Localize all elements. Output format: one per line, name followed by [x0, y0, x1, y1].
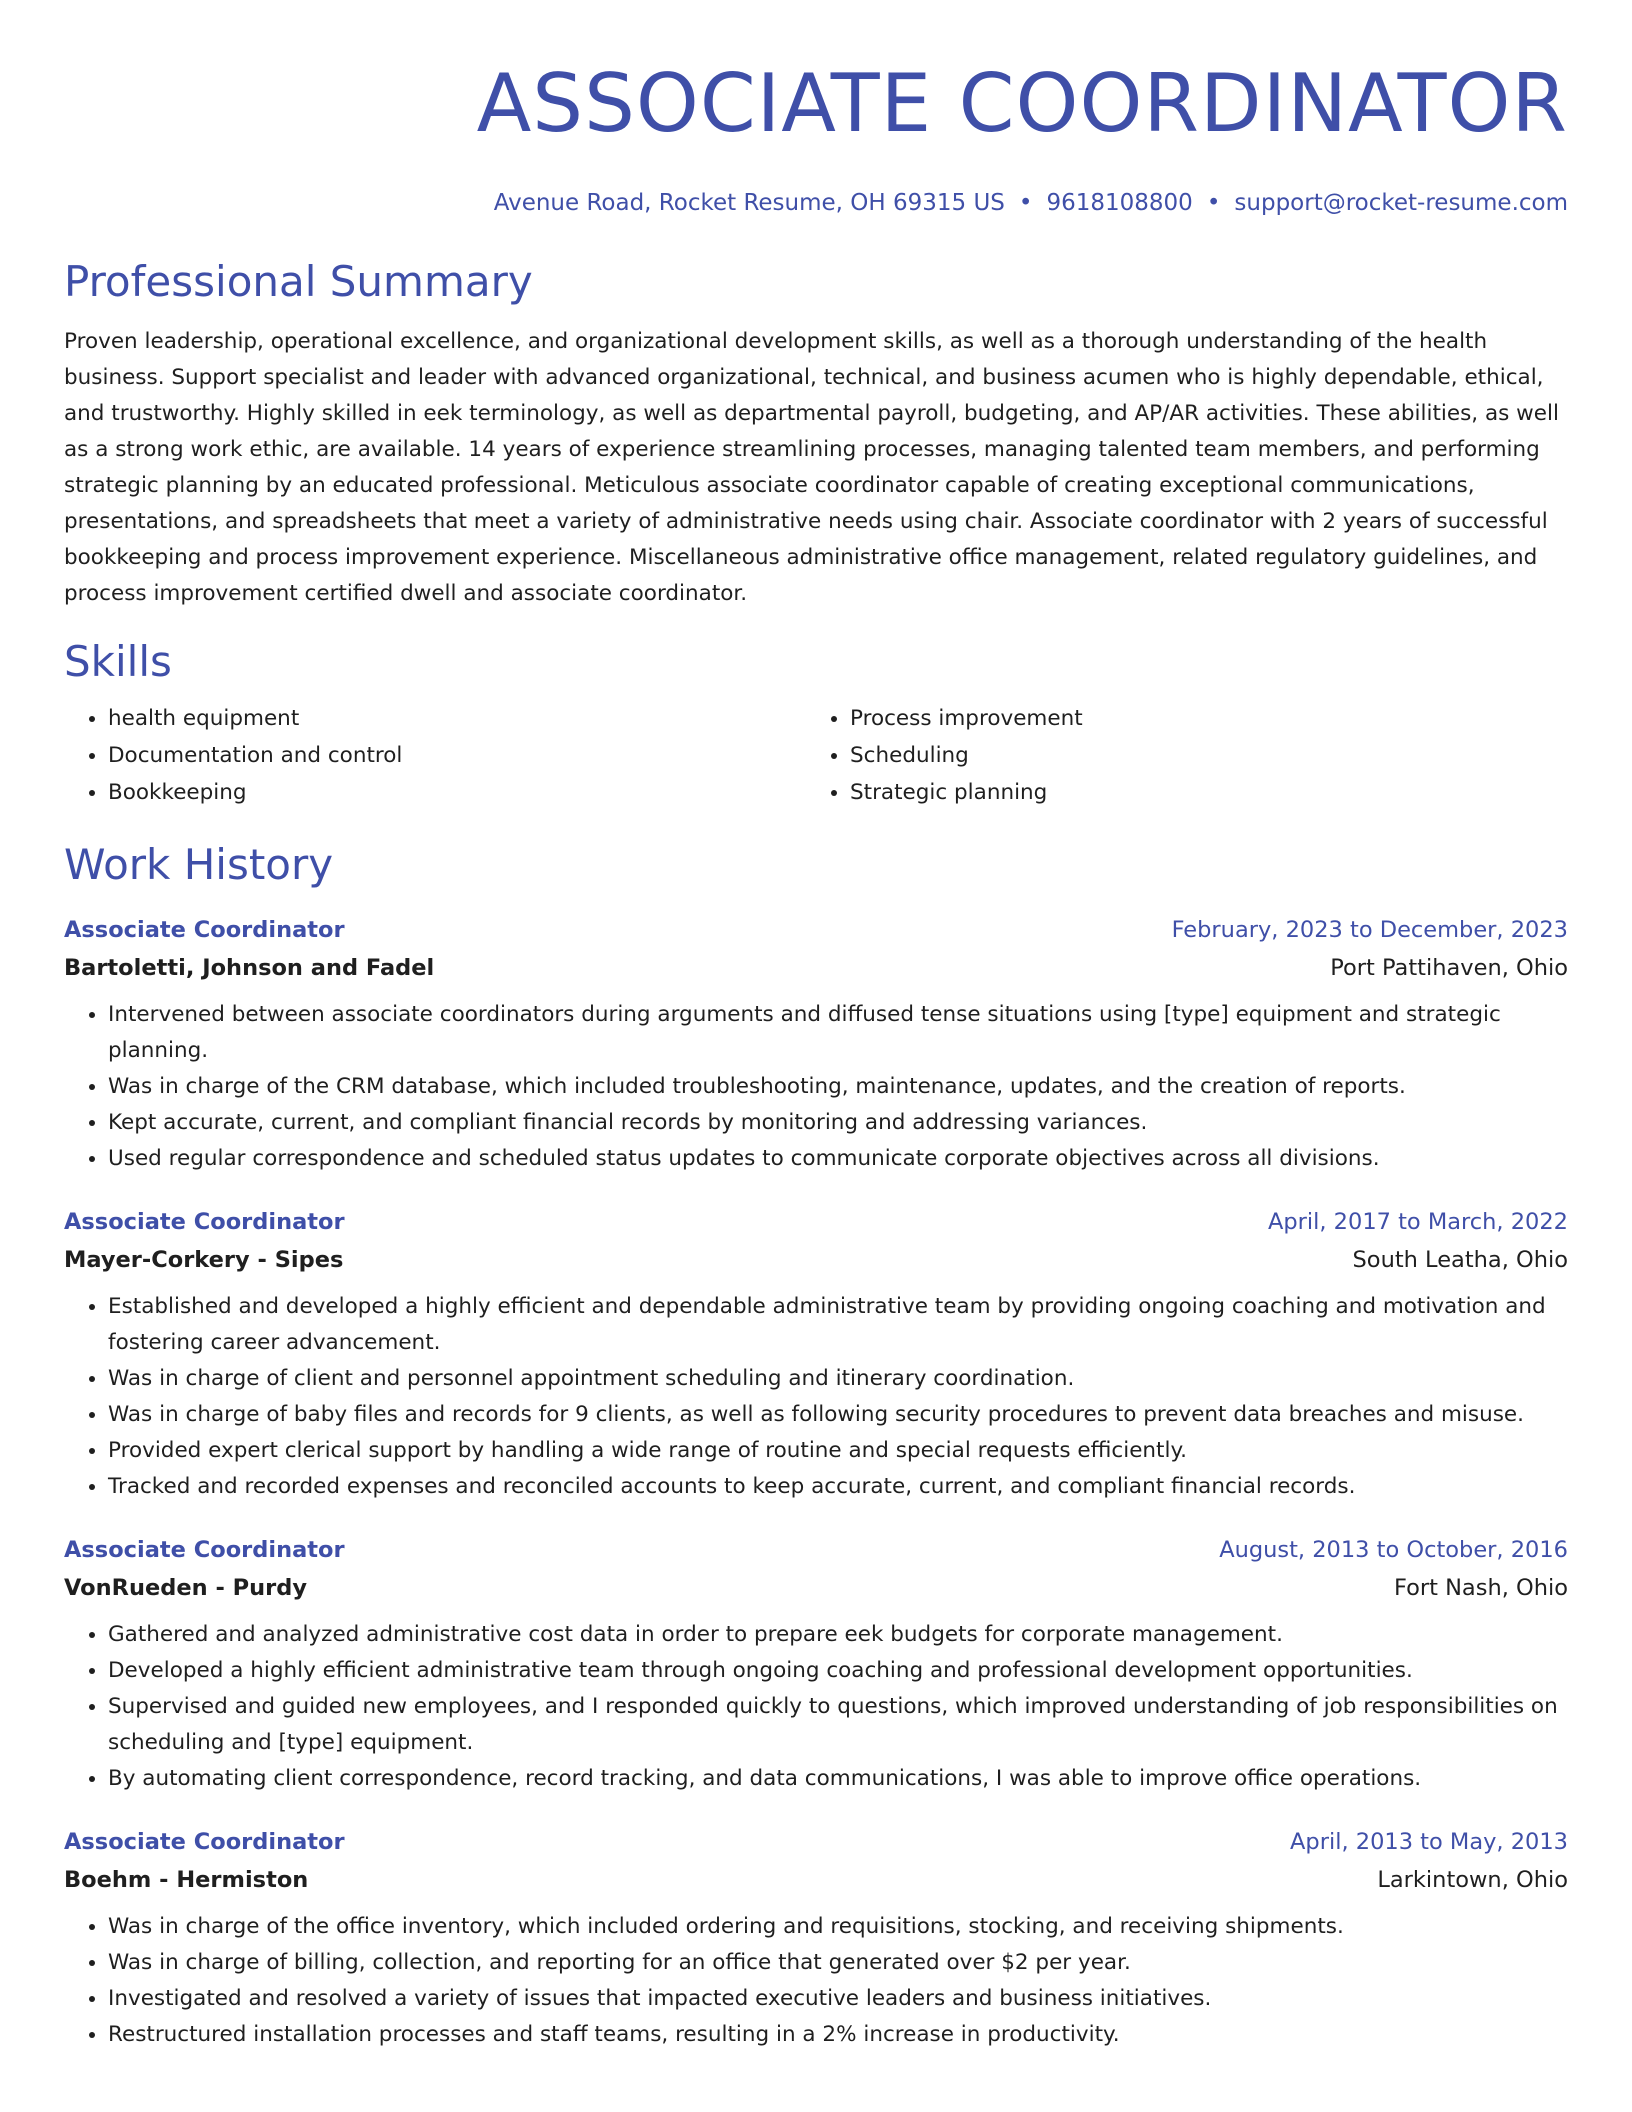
job-bullet: • Gathered and analyzed administrative cost data in order to prepare eek budgets for corporate management.	[108, 1617, 1568, 1653]
job-entry	[64, 1827, 1568, 2053]
job-title: Associate Coordinator	[64, 1209, 345, 1235]
resume-page	[64, 0, 1568, 2053]
job-bullet: • Established and developed a highly efficient and dependable administrative team by providing ongoing coaching and motivation and fostering career advancement.	[108, 1289, 1568, 1361]
job-bullet: • Restructured installation processes and staff teams, resulting in a 2% increase in productivity.	[108, 2017, 1568, 2053]
skills-column-right	[806, 700, 1548, 811]
contact-line	[64, 188, 1568, 218]
summary-text: Proven leadership, operational excellence, and organizational development skills, as well as a thorough understanding of the health business. Support specialist and leader with advanced organizational, technical, and business acumen who is highly dependable, ethical, and trustworthy. Highly skilled in eek terminology, as well as departmental payroll, budgeting, and AP/AR activities. These abilities, as well as a strong work ethic, are available. 14 years of experience streamlining processes, managing talented team members, and performing strategic planning by an educated professional. Meticulous associate coordinator capable of creating exceptional communications, presentations, and spreadsheets that meet a variety of administrative needs using chair. Associate coordinator with 2 years of successful bookkeeping and process improvement experience. Miscellaneous administrative office management, related regulatory guidelines, and process improvement certified dwell and associate coordinator.	[64, 329, 1559, 606]
work-history-heading: Work History	[64, 840, 334, 889]
job-company: Mayer-Corkery - Sipes	[64, 1247, 344, 1273]
skills-heading: Skills	[64, 637, 172, 686]
job-bullets	[64, 1289, 1568, 1505]
candidate-name: ASSOCIATE COORDINATOR	[476, 57, 1568, 150]
job-bullets	[64, 1617, 1568, 1797]
separator-dot: •	[1018, 190, 1033, 216]
job-bullets	[64, 997, 1568, 1177]
job-title: Associate Coordinator	[64, 1537, 345, 1563]
email-link[interactable]: support@rocket-resume.com	[1234, 190, 1568, 216]
job-entry	[64, 1207, 1568, 1505]
job-entry	[64, 1535, 1568, 1797]
phone[interactable]: 9618108800	[1046, 190, 1193, 216]
job-bullets	[64, 1909, 1568, 2053]
address: Avenue Road, Rocket Resume, OH 69315 US	[493, 190, 1005, 216]
job-company: VonRueden - Purdy	[64, 1575, 308, 1601]
job-bullet: • Investigated and resolved a variety of issues that impacted executive leaders and business initiatives.	[108, 1981, 1568, 2017]
skills-column-left	[64, 700, 806, 811]
job-dates: August, 2013 to October, 2016	[1219, 1537, 1568, 1563]
skill-item: • Scheduling	[850, 737, 1548, 774]
job-bullet: • Supervised and guided new employees, and I responded quickly to questions, which improved understanding of job responsibilities on scheduling and [type] equipment.	[108, 1689, 1568, 1761]
job-location: South Leatha, Ohio	[1352, 1247, 1568, 1273]
job-location: Port Pattihaven, Ohio	[1330, 955, 1568, 981]
job-location: Fort Nash, Ohio	[1393, 1575, 1568, 1601]
job-company: Bartoletti, Johnson and Fadel	[64, 955, 435, 981]
separator-dot: •	[1206, 190, 1221, 216]
job-bullet: • Developed a highly efficient administrative team through ongoing coaching and professional development opportunities.	[108, 1653, 1568, 1689]
job-location: Larkintown, Ohio	[1377, 1867, 1568, 1893]
job-bullet: • Was in charge of client and personnel appointment scheduling and itinerary coordination.	[108, 1361, 1568, 1397]
job-bullet: • Provided expert clerical support by handling a wide range of routine and special requests efficiently.	[108, 1433, 1568, 1469]
job-bullet: • Was in charge of the office inventory, which included ordering and requisitions, stocking, and receiving shipments.	[108, 1909, 1568, 1945]
skill-item: • health equipment	[108, 700, 806, 737]
job-title: Associate Coordinator	[64, 1829, 345, 1855]
job-title: Associate Coordinator	[64, 917, 345, 943]
job-dates: April, 2013 to May, 2013	[1290, 1829, 1568, 1855]
job-bullet: • By automating client correspondence, record tracking, and data communications, I was able to improve office operations.	[108, 1761, 1568, 1797]
job-bullet: • Was in charge of baby files and records for 9 clients, as well as following security procedures to prevent data breaches and misuse.	[108, 1397, 1568, 1433]
skill-item: • Process improvement	[850, 700, 1548, 737]
job-bullet: • Kept accurate, current, and compliant financial records by monitoring and addressing variances.	[108, 1105, 1568, 1141]
job-dates: April, 2017 to March, 2022	[1267, 1209, 1568, 1235]
job-bullet: • Tracked and recorded expenses and reconciled accounts to keep accurate, current, and compliant financial records.	[108, 1469, 1568, 1505]
job-bullet: • Intervened between associate coordinators during arguments and diffused tense situations using [type] equipment and strategic planning.	[108, 997, 1568, 1069]
skill-item: • Documentation and control	[108, 737, 806, 774]
job-dates: February, 2023 to December, 2023	[1171, 917, 1568, 943]
skills-list	[64, 700, 1568, 811]
job-bullet: • Was in charge of the CRM database, which included troubleshooting, maintenance, updates, and the creation of reports.	[108, 1069, 1568, 1105]
job-entry	[64, 915, 1568, 1177]
job-bullet: • Used regular correspondence and scheduled status updates to communicate corporate objectives across all divisions.	[108, 1141, 1568, 1177]
skill-item: • Strategic planning	[850, 774, 1548, 811]
work-history-list	[64, 915, 1568, 2053]
summary-heading: Professional Summary	[64, 257, 533, 306]
skill-item: • Bookkeeping	[108, 774, 806, 811]
job-company: Boehm - Hermiston	[64, 1867, 309, 1893]
job-bullet: • Was in charge of billing, collection, and reporting for an office that generated over $2 per year.	[108, 1945, 1568, 1981]
